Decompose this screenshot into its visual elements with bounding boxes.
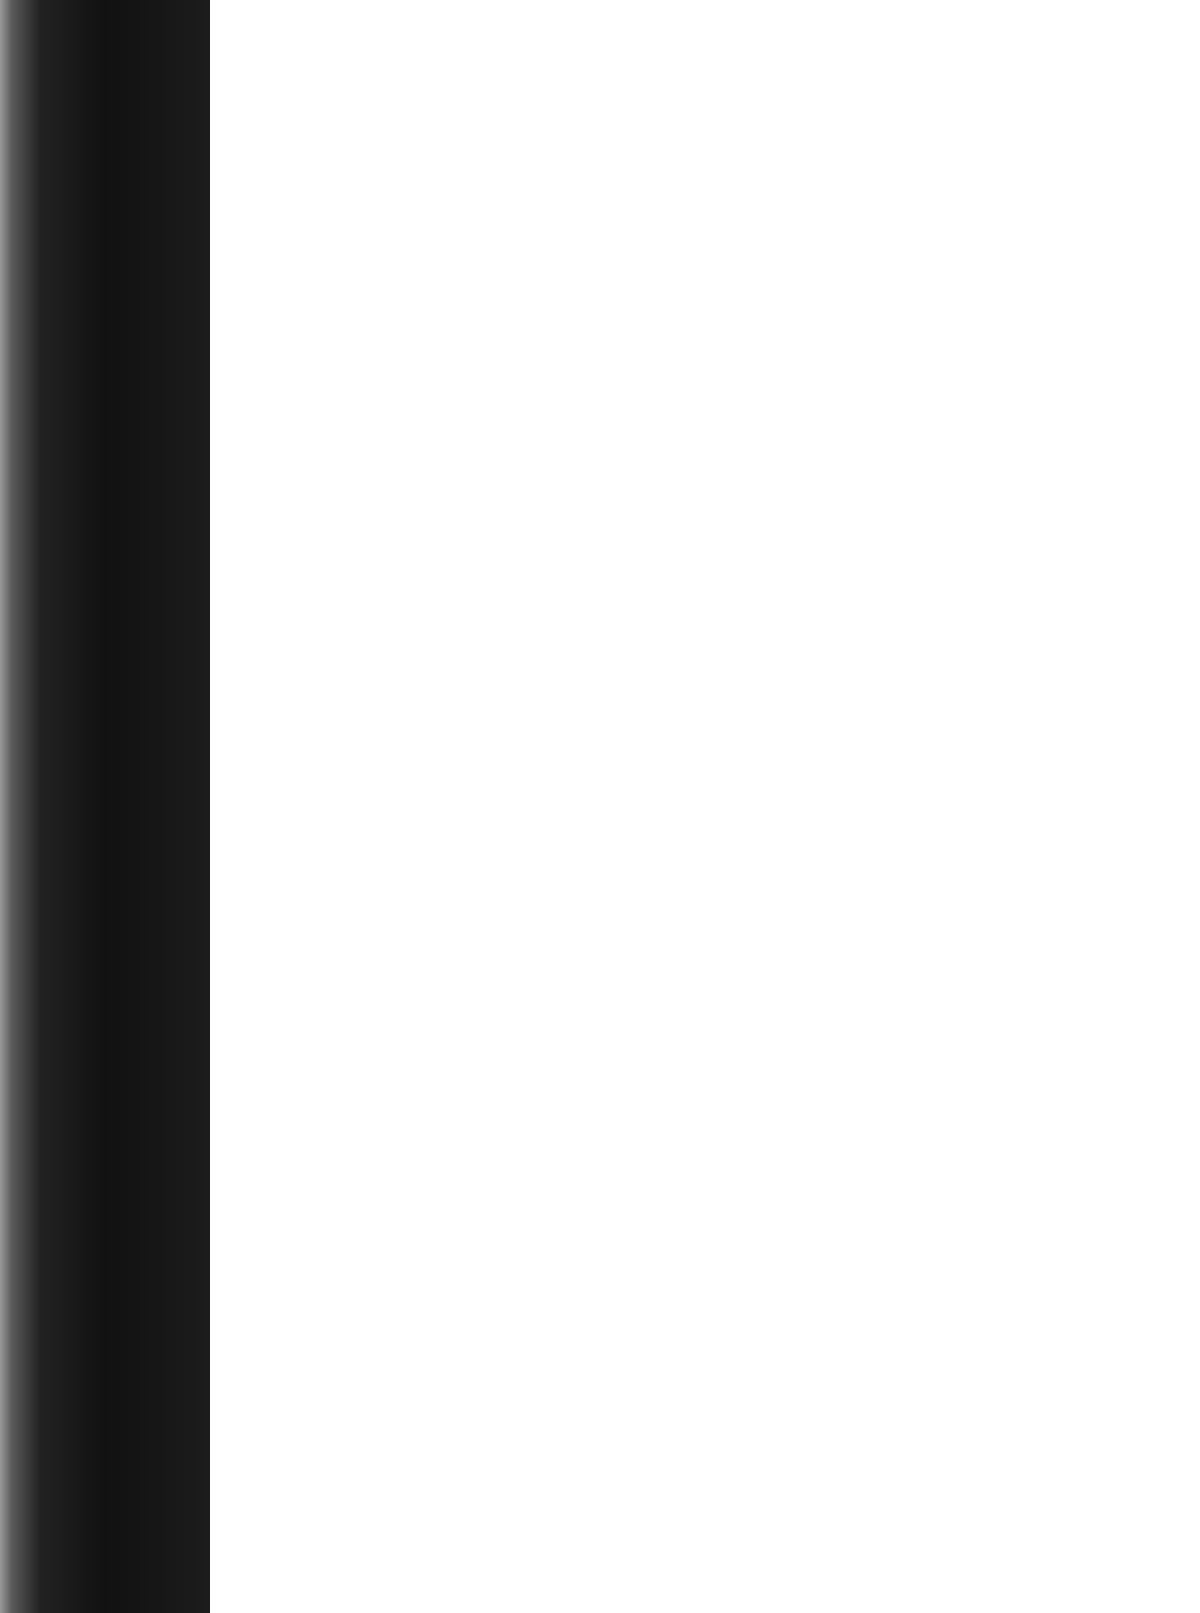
page-footer: [636, 1574, 1192, 1604]
scoreboard-banner: [0, 0, 210, 1613]
scoreboard-letters: [0, 0, 210, 1613]
